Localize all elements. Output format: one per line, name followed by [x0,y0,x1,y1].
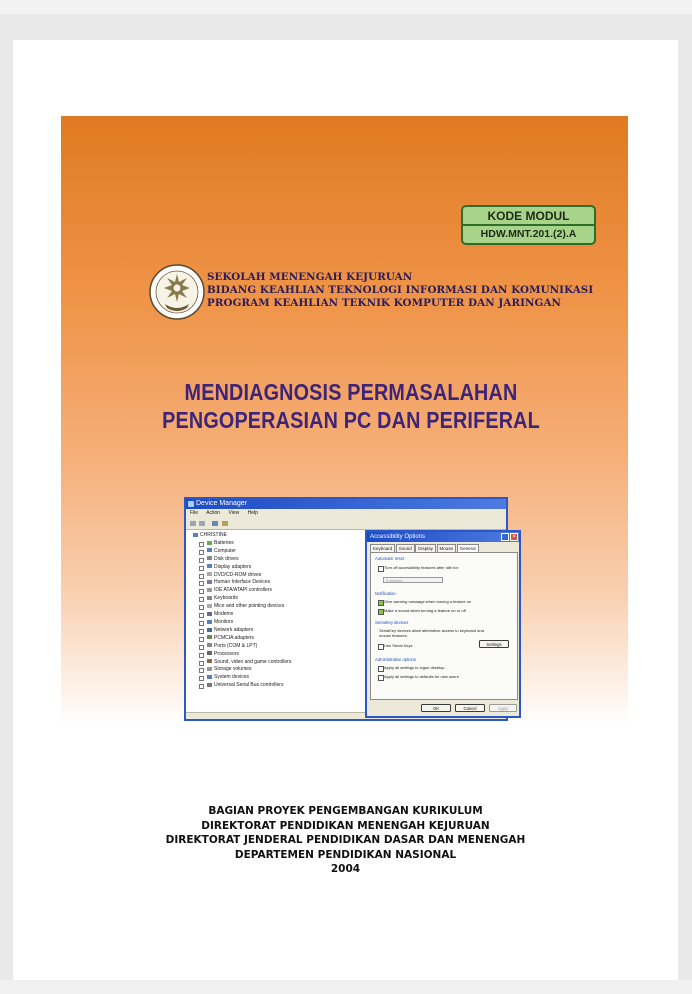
footer-line-1: BAGIAN PROYEK PENGEMBANGAN KURIKULUM [208,805,483,817]
device-manager-icon [188,501,194,507]
device-item [189,572,291,580]
tut-wuri-handayani-logo [149,264,205,320]
device-manager-toolbar [186,518,506,530]
apply-button: Apply [489,704,517,712]
device-item [189,659,291,667]
computer-icon [193,533,198,537]
properties-icon [212,521,218,526]
device-item-label: Batteries [214,539,234,546]
notification-heading: Notification [375,591,396,596]
viewer-top-bar [0,0,692,14]
forward-icon [199,521,205,526]
device-item-label: Processors [214,650,240,657]
menu-file: File [190,510,199,516]
modem-icon [207,612,212,616]
device-tree [189,532,291,690]
warning-label: Give warning message when turning a feature on [384,599,472,604]
device-item-label: Display adapters [214,563,252,570]
ide-icon [207,588,212,592]
disk-icon [207,556,212,560]
device-item [189,611,291,619]
serialkey-heading: SerialKey devices [375,620,409,625]
cancel-button: Cancel [455,704,485,712]
settings-button: Settings [479,640,509,648]
mouse-icon [207,604,212,608]
device-item [189,666,291,674]
module-title [153,378,549,434]
device-item-label: Computer [214,547,236,554]
device-item-label: IDE ATA/ATAPI controllers [214,587,272,594]
device-item-label: DVD/CD-ROM drives [214,571,262,578]
display-icon [207,564,212,568]
help-icon [501,533,509,541]
device-item [189,619,291,627]
monitor-icon [207,620,212,624]
tab-keyboard: Keyboard [370,544,395,553]
ok-button: OK [421,704,451,712]
new-users-label: Apply all settings to defaults for new users [384,674,459,679]
idle-time-select: 5 minutes [383,577,443,583]
close-icon: × [510,533,518,541]
device-manager-menubar [186,509,506,518]
serialkey-desc-1: SerialKey devices allow alternative access to keyboard and [379,628,484,633]
cover-panel [61,116,628,726]
device-item-label: Ports (COM & LPT) [214,642,258,649]
device-item [189,595,291,603]
automatic-reset-heading: Automatic reset [375,556,405,561]
device-item [189,682,291,690]
footer-year: 2004 [330,863,361,875]
document-page [13,40,678,980]
school-line-3: PROGRAM KEAHLIAN TEKNIK KOMPUTER DAN JARINGAN [207,297,562,309]
hid-icon [207,580,212,584]
kode-modul-title: KODE MODUL [463,207,594,226]
device-item-label: Monitors [214,618,234,625]
device-item [189,635,291,643]
network-icon [207,628,212,632]
serial-keys-label: Use Serial Keys [384,643,413,648]
device-item-label: Universal Serial Bus controllers [214,682,284,689]
accessibility-tabs [370,544,479,552]
device-item [189,556,291,564]
computer-icon [207,548,212,552]
device-item-label: Keyboards [214,595,238,602]
device-item-label: Sound, video and game controllers [214,658,292,665]
device-item [189,540,291,548]
serialkey-desc-2: mouse features. [379,633,408,638]
keyboard-icon [207,596,212,600]
tab-display: Display [415,544,436,553]
processor-icon [207,651,212,655]
battery-icon [207,541,212,545]
general-tab-panel [370,552,518,700]
school-header [207,271,627,310]
device-item-label: Modems [214,611,234,618]
device-item-label: Mice and other pointing devices [214,603,285,610]
sound-label: Make a sound when turning a feature on or off [384,608,466,613]
system-icon [207,675,212,679]
device-item [189,643,291,651]
storage-icon [207,667,212,671]
school-line-2: BIDANG KEAHLIAN TEKNOLOGI INFORMASI DAN KOMUNIKASI [207,284,594,296]
school-line-1: SEKOLAH MENENGAH KEJURUAN [207,271,413,283]
device-tree-root-label: CHRISTINE [200,532,227,538]
logon-desktop-label: Apply all settings to logon desktop [384,665,445,670]
device-item-label: Storage volumes [214,666,252,673]
admin-heading: Administrative options [375,657,416,662]
device-item [189,587,291,595]
scan-icon [222,521,228,526]
tab-general: General [457,544,479,553]
module-title-line-2: PENGOPERASIAN PC DAN PERIFERAL [162,407,540,433]
publisher-footer [73,804,618,877]
footer-line-4: DEPARTEMEN PENDIDIKAN NASIONAL [234,848,457,861]
port-icon [207,643,212,647]
back-icon [190,521,196,526]
device-item [189,548,291,556]
device-item [189,579,291,587]
tab-mouse: Mouse [437,544,457,553]
device-item-label: Human Interface Devices [214,579,271,586]
sound-icon [207,659,212,663]
device-item-label: PCMCIA adapters [214,634,255,641]
module-title-line-1: MENDIAGNOSIS PERMASALAHAN [184,379,518,405]
device-item [189,627,291,635]
device-tree-root [189,532,291,540]
turn-off-label: Turn off accessibility features after idle for: [384,565,459,570]
kode-modul-box [461,205,596,245]
accessibility-options-window [365,530,521,718]
menu-help: Help [247,510,258,516]
accessibility-title: Accessibility Options [370,534,426,540]
device-item [189,674,291,682]
viewer-bottom-bar [0,980,692,994]
device-item-label: System devices [214,674,250,681]
device-manager-title: Device Manager [196,500,247,507]
pcmcia-icon [207,635,212,639]
kode-modul-value: HDW.MNT.201.(2).A [480,228,577,240]
accessibility-titlebar [367,532,519,542]
device-item [189,564,291,572]
footer-line-3: DIREKTORAT JENDERAL PENDIDIKAN DASAR DAN MENENGAH [165,834,526,846]
menu-view: View [228,510,240,516]
menu-action: Action [206,510,221,516]
device-item-label: Disk drives [214,555,239,562]
device-item [189,651,291,659]
device-item [189,603,291,611]
footer-line-2: DIREKTORAT PENDIDIKAN MENENGAH KEJURUAN [201,819,490,832]
dvd-icon [207,572,212,576]
usb-icon [207,683,212,687]
device-item-label: Network adapters [214,626,254,633]
tab-sound: Sound [396,544,415,553]
device-manager-titlebar [186,499,506,509]
